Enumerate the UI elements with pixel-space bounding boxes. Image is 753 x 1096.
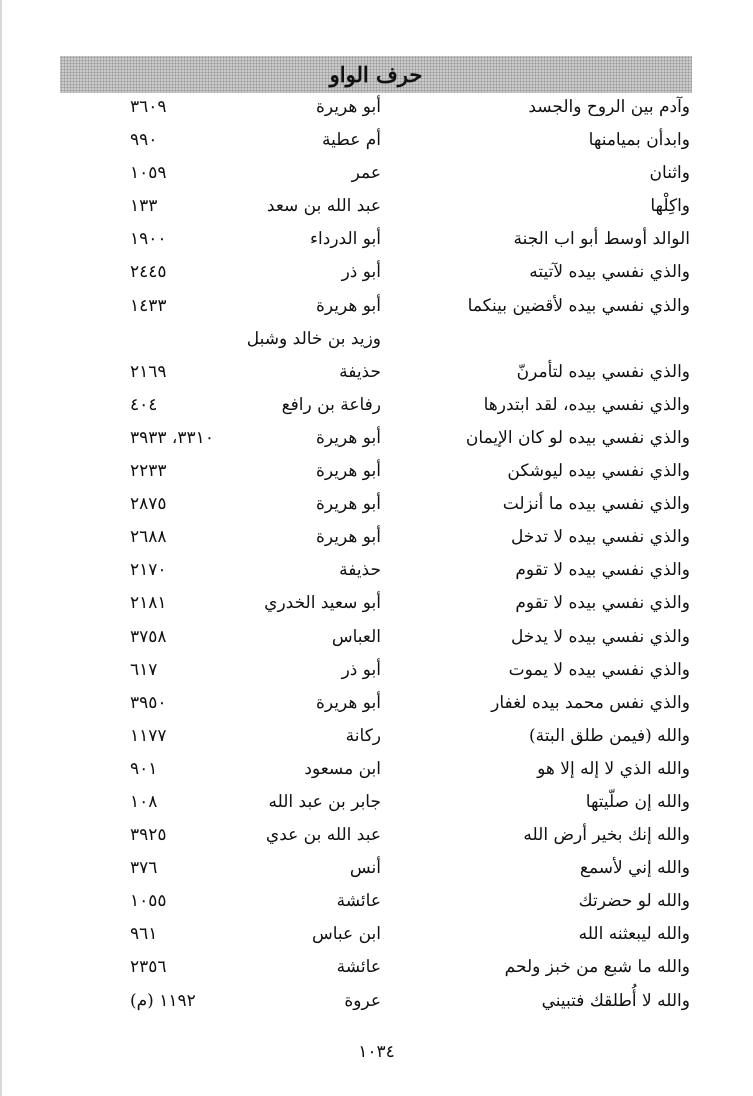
entry-phrase: والذي نفسي بيده لا يدخل	[510, 626, 690, 647]
entry-number: ١٣٣	[130, 196, 158, 217]
entry-narrator: أبو هريرة	[315, 461, 381, 482]
index-entry	[0, 554, 753, 587]
index-entry	[0, 290, 753, 323]
entry-phrase: والله الذي لا إله إلا هو	[537, 758, 690, 779]
entry-phrase: وابدأن بميامنها	[588, 130, 690, 151]
entry-narrator: أبو هريرة	[315, 295, 381, 316]
entry-phrase: والذي نفسي بيده لا تقوم	[515, 560, 690, 581]
index-entry	[0, 91, 753, 124]
entry-number: ١٤٣٣	[130, 295, 167, 316]
entry-number: ٣٧٦	[130, 858, 158, 879]
entry-narrator: عبد الله بن عدي	[265, 825, 381, 846]
entry-phrase: والله ليبعثنه الله	[578, 924, 690, 945]
entry-narrator: عبد الله بن سعد	[266, 196, 381, 217]
entry-phrase: والله (فيمن طلق البتة)	[529, 725, 690, 746]
index-entry	[0, 918, 753, 951]
entry-number: ١٠٨	[130, 791, 158, 812]
entry-number: ٢٢٣٣	[130, 461, 167, 482]
entry-number: ٣٧٥٨	[130, 626, 167, 647]
index-entry	[0, 819, 753, 852]
entry-number: ١٩٠٠	[130, 229, 167, 250]
entry-narrator: أبو ذر	[341, 659, 381, 680]
entry-phrase: والله لا أُطلقك فتبيني	[541, 990, 690, 1011]
entry-phrase: والذي نفسي بيده لتأمرنّ	[516, 361, 690, 382]
entry-number: ٩٩٠	[130, 130, 158, 151]
entry-phrase: والله إن صلّيتها	[585, 791, 690, 812]
entry-narrator: حذيفة	[339, 560, 381, 581]
entry-number: ٣٩٥٠	[130, 692, 167, 713]
entry-phrase: والذي نفسي بيده لأقضين بينكما	[467, 295, 690, 316]
entry-phrase: الوالد أوسط أبو اب الجنة	[513, 229, 690, 250]
index-entry	[0, 587, 753, 620]
entry-narrator: وزيد بن خالد وشبل	[246, 328, 381, 349]
entry-phrase: والذي نفسي بيده لو كان الإيمان	[465, 427, 690, 448]
entry-phrase: والذي نفسي بيده لآتيته	[529, 262, 690, 283]
entry-number: ٢٦٨٨	[130, 527, 167, 548]
entry-narrator: أبو هريرة	[315, 692, 381, 713]
entry-narrator: أبو هريرة	[315, 427, 381, 448]
entry-number: ٣٦٠٩	[130, 97, 167, 117]
index-entry	[0, 654, 753, 687]
entry-phrase: والله إني لأسمع	[579, 858, 690, 879]
index-entry	[0, 786, 753, 819]
index-entry	[0, 720, 753, 753]
entry-phrase: والذي نفسي بيده لا تدخل	[510, 527, 690, 548]
entry-phrase: واكِلْها	[650, 196, 690, 217]
index-entry	[0, 124, 753, 157]
entry-narrator: أبو الدرداء	[310, 229, 381, 250]
entry-narrator: عائشة	[336, 957, 381, 978]
entry-phrase: والذي نفسي بيده ليوشكن	[507, 461, 690, 482]
section-title: حرف الواو	[329, 62, 423, 87]
entry-number: ٩٠١	[130, 758, 158, 779]
entry-phrase: والذي نفسي بيده، لقد ابتدرها	[483, 394, 690, 415]
entry-phrase: واثنان	[649, 163, 690, 184]
entry-narrator: أبو هريرة	[315, 527, 381, 548]
entry-number: ٢١٨١	[130, 593, 167, 614]
index-entry	[0, 422, 753, 455]
entry-number: ٩٦١	[130, 924, 158, 945]
entry-narrator: عمر	[351, 163, 381, 184]
entry-narrator: ركانة	[345, 725, 381, 746]
entry-phrase: وآدم بين الروح والجسد	[528, 97, 690, 117]
entry-narrator: أبو سعيد الخدري	[264, 593, 381, 614]
index-entry	[0, 885, 753, 918]
entry-phrase: والله ما شبع من خبز ولحم	[504, 957, 690, 978]
entry-number: ٣٣١٠، ٣٩٣٣	[130, 427, 214, 448]
entry-phrase: والله لو حضرتك	[578, 891, 690, 912]
entry-number: ٣٩٢٥	[130, 825, 167, 846]
section-header	[60, 56, 692, 93]
entry-narrator: عائشة	[336, 891, 381, 912]
entry-narrator: حذيفة	[339, 361, 381, 382]
page-number: ١٠٣٤	[358, 1042, 395, 1062]
entry-narrator: أنس	[349, 858, 381, 879]
entry-narrator: عروة	[344, 990, 381, 1011]
index-list	[0, 91, 753, 1018]
entry-phrase: والذي نفسي بيده لا تقوم	[515, 593, 690, 614]
index-entry	[0, 687, 753, 720]
entry-narrator: أبو هريرة	[315, 97, 381, 117]
entry-number: ٤٠٤	[130, 394, 158, 415]
entry-narrator: أبو هريرة	[315, 494, 381, 515]
index-entry	[0, 190, 753, 223]
index-entry	[0, 256, 753, 289]
index-entry	[0, 753, 753, 786]
entry-number: ١١٧٧	[130, 725, 167, 746]
entry-phrase: والذي نفس محمد بيده لغفار	[491, 692, 690, 713]
entry-narrator: رفاعة بن رافع	[281, 394, 381, 415]
entry-phrase: والذي نفسي بيده لا يموت	[508, 659, 690, 680]
entry-number: ٢١٧٠	[130, 560, 167, 581]
index-entry	[0, 521, 753, 554]
index-entry	[0, 455, 753, 488]
entry-number: ١١٩٢ (م)	[130, 990, 196, 1011]
index-entry	[0, 157, 753, 190]
index-entry-continuation	[0, 323, 753, 356]
entry-number: ٢٤٤٥	[130, 262, 167, 283]
entry-narrator: ابن مسعود	[304, 758, 381, 779]
entry-narrator: أم عطية	[322, 130, 381, 151]
entry-number: ٢١٦٩	[130, 361, 167, 382]
entry-narrator: العباس	[331, 626, 381, 647]
entry-phrase: والذي نفسي بيده ما أنزلت	[502, 494, 690, 515]
index-entry	[0, 852, 753, 885]
index-entry	[0, 621, 753, 654]
index-entry	[0, 389, 753, 422]
entry-number: ٢٨٧٥	[130, 494, 167, 515]
index-entry	[0, 985, 753, 1018]
entry-number: ٦١٧	[130, 659, 158, 680]
entry-number: ١٠٥٩	[130, 163, 167, 184]
entry-phrase: والله إنك بخير أرض الله	[523, 825, 690, 846]
entry-number: ١٠٥٥	[130, 891, 167, 912]
entry-narrator: أبو ذر	[341, 262, 381, 283]
entry-narrator: ابن عباس	[311, 924, 381, 945]
index-entry	[0, 951, 753, 984]
index-entry	[0, 356, 753, 389]
entry-narrator: جابر بن عبد الله	[268, 791, 381, 812]
index-entry	[0, 223, 753, 256]
index-entry	[0, 488, 753, 521]
entry-number: ٢٣٥٦	[130, 957, 167, 978]
